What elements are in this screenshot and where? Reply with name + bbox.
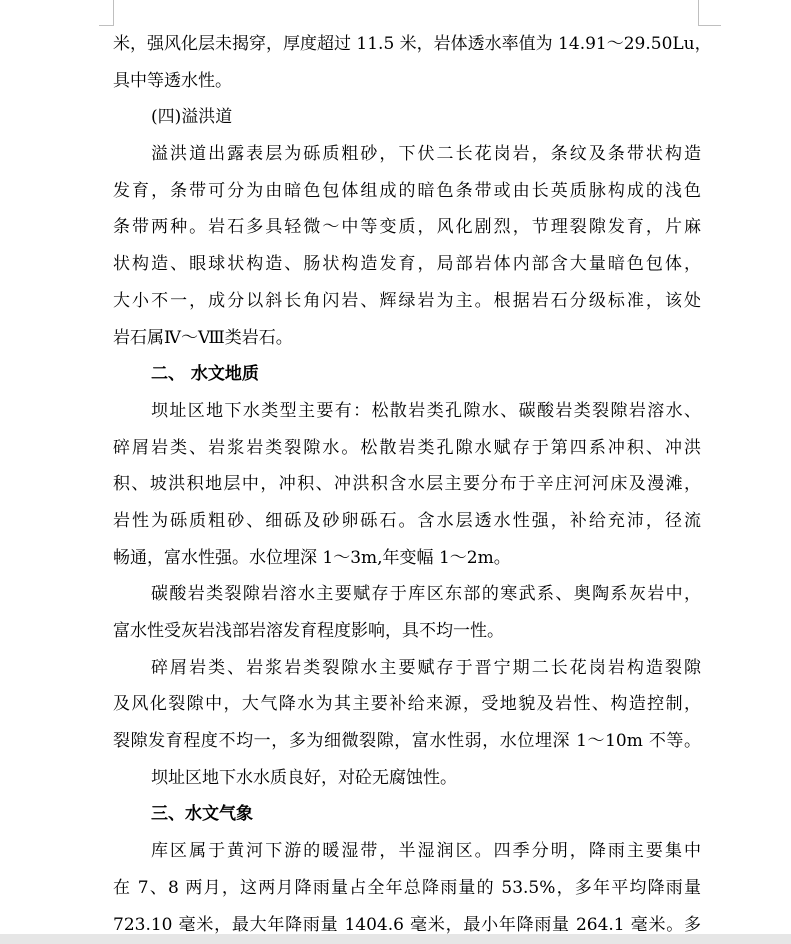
crop-mark-top-right: [698, 0, 721, 26]
section-heading: (四)溢洪道: [151, 107, 233, 128]
text-line: 碎屑岩类、岩浆岩类裂隙水。松散岩类孔隙水赋存于第四系冲积、冲洪: [113, 437, 701, 458]
text-line: 状构造、眼球状构造、肠状构造发育，局部岩体内部含大量暗色包体，: [113, 254, 701, 275]
text-line: 碎屑岩类、岩浆岩类裂隙水主要赋存于晋宁期二长花岗岩构造裂隙: [151, 657, 701, 678]
chapter-heading: 三、水文气象: [151, 804, 253, 825]
text-line: 在 7、8 两月，这两月降雨量占全年总降雨量的 53.5%，多年平均降雨量: [113, 877, 701, 898]
text-line: 具中等透水性。: [113, 70, 232, 91]
text-line: 岩性为砾质粗砂、细砾及砂卵砾石。含水层透水性强，补给充沛，径流: [113, 510, 701, 531]
text-line: 坝址区地下水水质良好，对砼无腐蚀性。: [151, 767, 457, 788]
text-line: 碳酸岩类裂隙岩溶水主要赋存于库区东部的寒武系、奥陶系灰岩中，: [151, 584, 701, 605]
text-line: 积、坡洪积地层中，冲积、冲洪积含水层主要分布于辛庄河河床及漫滩，: [113, 474, 701, 495]
text-line: 裂隙发育程度不均一，多为细微裂隙，富水性弱，水位埋深 1～10m 不等。: [113, 731, 701, 752]
text-line: 畅通，富水性强。水位埋深 1～3m,年变幅 1～2m。: [113, 547, 511, 568]
text-line: 723.10 毫米，最大年降雨量 1404.6 毫米，最小年降雨量 264.1 毫米。多: [113, 914, 701, 935]
text-line: 及风化裂隙中，大气降水为其主要补给来源，受地貌及岩性、构造控制，: [113, 694, 701, 715]
crop-mark-top-left: [99, 0, 114, 26]
chapter-heading: 二、 水文地质: [151, 364, 259, 385]
text-line: 大小不一，成分以斜长角闪岩、辉绿岩为主。根据岩石分级标准，该处: [113, 290, 701, 311]
text-line: 发育，条带可分为由暗色包体组成的暗色条带或由长英质脉构成的浅色: [113, 180, 701, 201]
text-line: 库区属于黄河下游的暖湿带，半湿润区。四季分明，降雨主要集中: [151, 841, 701, 862]
text-line: 溢洪道出露表层为砾质粗砂，下伏二长花岗岩，条纹及条带状构造: [151, 144, 701, 165]
text-line: 富水性受灰岩浅部岩溶发育程度影响，具不均一性。: [113, 621, 504, 641]
text-line: 岩石属Ⅳ～Ⅷ类岩石。: [113, 327, 293, 348]
text-line: 条带两种。岩石多具轻微～中等变质，风化剧烈，节理裂隙发育，片麻: [113, 217, 701, 238]
text-line: 米，强风化层未揭穿，厚度超过 11.5 米，岩体透水率值为 14.91～29.50Lu，: [113, 34, 712, 54]
document-body: [113, 26, 712, 943]
text-line: 坝址区地下水类型主要有：松散岩类孔隙水、碳酸岩类裂隙岩溶水、: [151, 400, 701, 421]
page-bottom-edge: [0, 934, 791, 944]
